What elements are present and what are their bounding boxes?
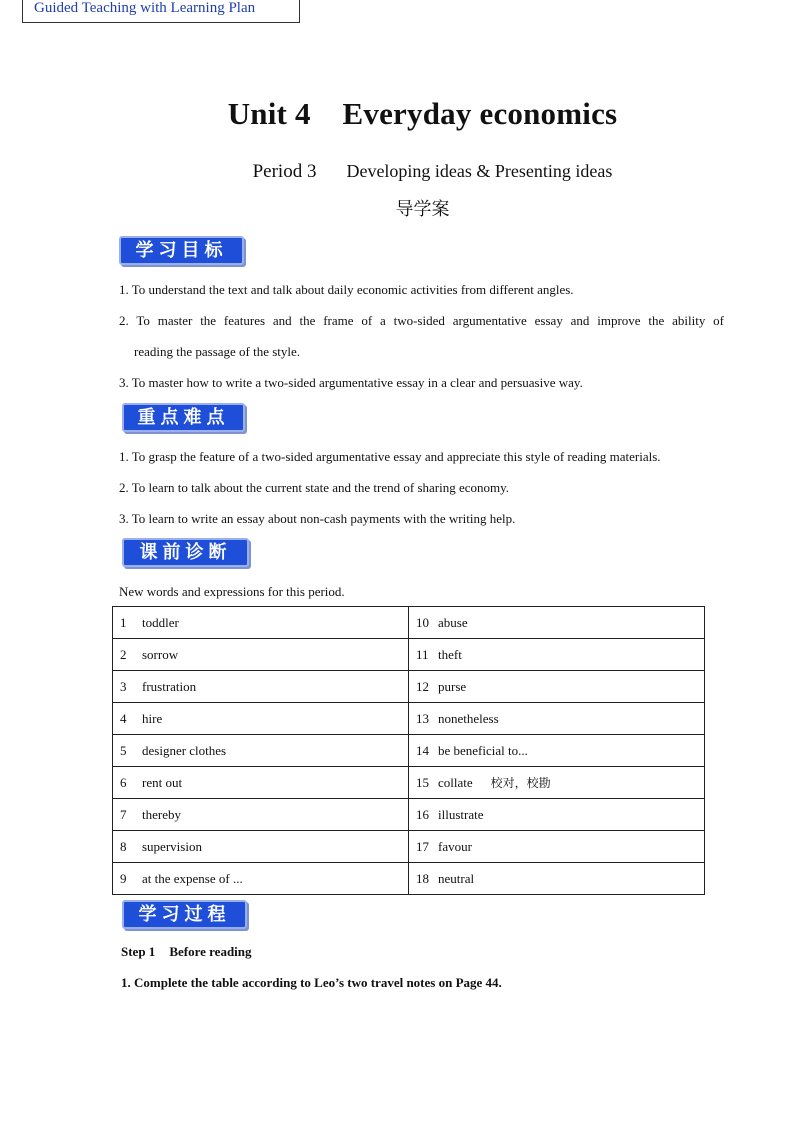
word-term: nonetheless — [438, 710, 499, 726]
word-term: neutral — [438, 870, 475, 886]
word-number: 9 — [120, 870, 127, 886]
table-cell — [409, 799, 705, 831]
unit-title — [0, 96, 794, 132]
word-term: purse — [438, 678, 467, 694]
key-point-2: 2. To learn to talk about the current state and the trend of sharing economy. — [119, 480, 510, 495]
table-cell — [113, 799, 409, 831]
word-number: 15 — [416, 775, 429, 790]
word-number: 14 — [416, 742, 429, 758]
step-heading — [121, 944, 252, 960]
word-term: at the expense of ... — [142, 870, 243, 886]
table-cell — [113, 607, 409, 639]
word-number: 1 — [120, 614, 127, 630]
word-term: illustrate — [438, 806, 484, 822]
word-number: 6 — [120, 774, 127, 790]
table-cell — [113, 863, 409, 895]
table-cell — [409, 863, 705, 895]
period-subtitle — [0, 161, 794, 183]
step-label: Step 1 — [121, 944, 156, 959]
table-cell — [409, 671, 705, 703]
table-cell — [409, 767, 705, 799]
word-number: 18 — [416, 870, 429, 886]
table-cell — [409, 735, 705, 767]
key-points-badge: 重点难点 — [122, 403, 245, 432]
word-term: toddler — [142, 614, 179, 630]
word-term: thereby — [142, 806, 181, 822]
word-number: 17 — [416, 838, 429, 854]
table-cell — [113, 703, 409, 735]
word-number: 10 — [416, 614, 429, 630]
word-number: 3 — [120, 678, 127, 694]
word-note: 校对，校勘 — [490, 776, 551, 790]
vocab-intro: New words and expressions for this period. — [119, 584, 345, 599]
process-badge: 学习过程 — [122, 900, 247, 929]
word-term: frustration — [142, 678, 197, 694]
table-cell — [113, 639, 409, 671]
word-term: be beneficial to... — [438, 742, 528, 758]
word-number: 2 — [120, 646, 127, 662]
table-cell — [409, 703, 705, 735]
word-number: 11 — [416, 646, 429, 662]
table-row — [113, 863, 705, 895]
word-number: 5 — [120, 742, 127, 758]
period-topic: Developing ideas & Presenting ideas — [346, 161, 613, 181]
table-cell — [409, 831, 705, 863]
preview-badge: 课前诊断 — [122, 538, 249, 567]
word-number: 7 — [120, 806, 127, 822]
table-cell — [409, 639, 705, 671]
table-row — [113, 703, 705, 735]
table-row — [113, 671, 705, 703]
word-term: rent out — [142, 774, 183, 790]
word-number: 4 — [120, 710, 127, 726]
key-point-3: 3. To learn to write an essay about non-cash payments with the writing help. — [119, 511, 516, 526]
period-label: Period 3 — [252, 161, 317, 182]
word-term: theft — [438, 646, 462, 662]
step-task: 1. Complete the table according to Leo’s two travel notes on Page 44. — [121, 975, 502, 990]
table-cell — [113, 735, 409, 767]
objective-3: 3. To master how to write a two-sided argumentative essay in a clear and persuasive way. — [119, 375, 583, 390]
key-point-1: 1. To grasp the feature of a two-sided argumentative essay and appreciate this style of reading materials. — [119, 449, 661, 464]
objective-2-cont: reading the passage of the style. — [134, 344, 301, 359]
word-term: hire — [142, 710, 163, 726]
word-number: 12 — [416, 678, 429, 694]
word-number: 8 — [120, 838, 127, 854]
table-cell — [113, 767, 409, 799]
word-term: collate — [438, 775, 473, 790]
objective-1: 1. To understand the text and talk about daily economic activities from different angles. — [119, 282, 574, 297]
table-row — [113, 639, 705, 671]
word-number: 16 — [416, 806, 429, 822]
objective-2: 2. To master the features and the frame of a two-sided argumentative essay and improve the ability of — [119, 313, 724, 328]
table-row — [113, 831, 705, 863]
step-title: Before reading — [169, 944, 252, 959]
table-cell — [113, 671, 409, 703]
word-term: abuse — [438, 614, 468, 630]
word-term: designer clothes — [142, 742, 227, 758]
table-row — [113, 607, 705, 639]
document-type-label: 导学案 — [395, 199, 450, 220]
table-cell — [113, 831, 409, 863]
word-term: favour — [438, 838, 472, 854]
table-cell — [409, 607, 705, 639]
vocabulary-table — [112, 606, 705, 895]
table-row — [113, 799, 705, 831]
table-row — [113, 735, 705, 767]
word-number: 13 — [416, 710, 429, 726]
table-row — [113, 767, 705, 799]
word-term: supervision — [142, 838, 202, 854]
objectives-badge: 学习目标 — [119, 236, 244, 265]
word-term: sorrow — [142, 646, 179, 662]
unit-title-text: Unit 4 Everyday economics — [227, 96, 618, 131]
document-header-label: Guided Teaching with Learning Plan — [22, 0, 300, 23]
